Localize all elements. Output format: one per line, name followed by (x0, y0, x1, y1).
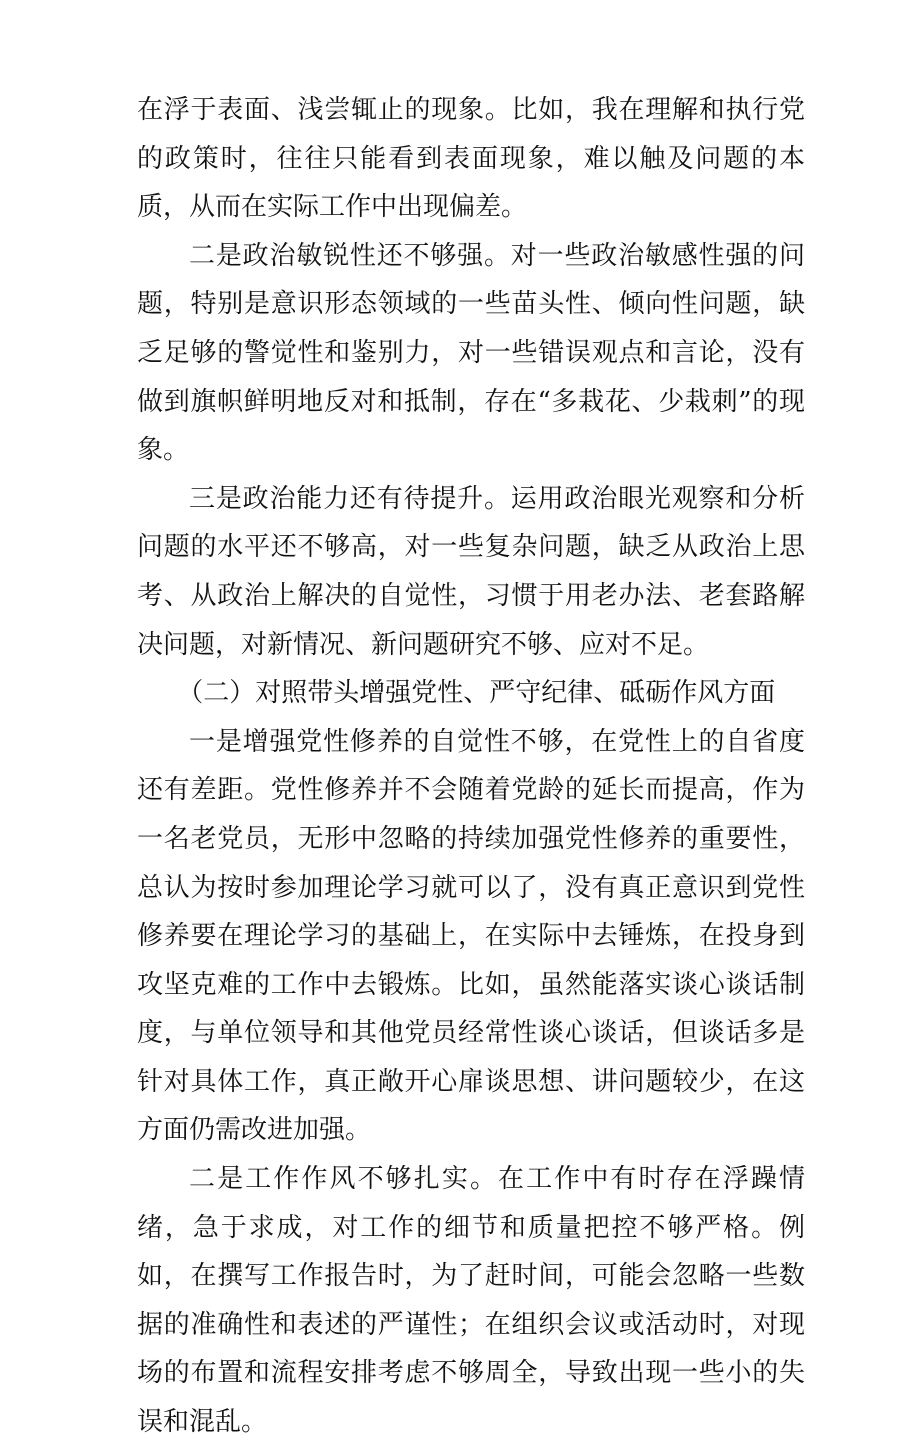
document-body (137, 86, 805, 1447)
section-heading: （二）对照带头增强党性、严守纪律、砥砺作风方面 (177, 678, 776, 709)
paragraph-work-style: 二是工作作风不够扎实。在工作中有时存在浮躁情绪，急于求成，对工作的细节和质量把控不够严格。例如，在撰写工作报告时，为了赶时间，可能会忽略一些数据的准确性和表述的严谨性；在组织会议或活动时，对现场的布置和流程安排考虑不够周全，导致出现一些小的失误和混乱。 (137, 1164, 805, 1438)
paragraph-continuation: 在浮于表面、浅尝辄止的现象。比如，我在理解和执行党的政策时，往往只能看到表面现象，难以触及问题的本质，从而在实际工作中出现偏差。 (137, 95, 805, 223)
paragraph-party-spirit: 一是增强党性修养的自觉性不够，在党性上的自省度还有差距。党性修养并不会随着党龄的延长而提高，作为一名老党员，无形中忽略的持续加强党性修养的重要性，总认为按时参加理论学习就可以了，没有真正意识到党性修养要在理论学习的基础上，在实际中去锤炼，在投身到攻坚克难的工作中去锻炼。比如，虽然能落实谈心谈话制度，与单位领导和其他党员经常性谈心谈话，但谈话多是针对具体工作，真正敞开心扉谈思想、讲问题较少，在这方面仍需改进加强。 (137, 726, 805, 1146)
paragraph-political-ability: 三是政治能力还有待提升。运用政治眼光观察和分析问题的水平还不够高，对一些复杂问题，缺乏从政治上思考、从政治上解决的自觉性，习惯于用老办法、老套路解决问题，对新情况、新问题研究不够、应对不足。 (137, 483, 805, 660)
paragraph-political-sensitivity: 二是政治敏锐性还不够强。对一些政治敏感性强的问题，特别是意识形态领域的一些苗头性、倾向性问题，缺乏足够的警觉性和鉴别力，对一些错误观点和言论，没有做到旗帜鲜明地反对和抵制，存在“多栽花、少栽刺”的现象。 (137, 240, 805, 466)
